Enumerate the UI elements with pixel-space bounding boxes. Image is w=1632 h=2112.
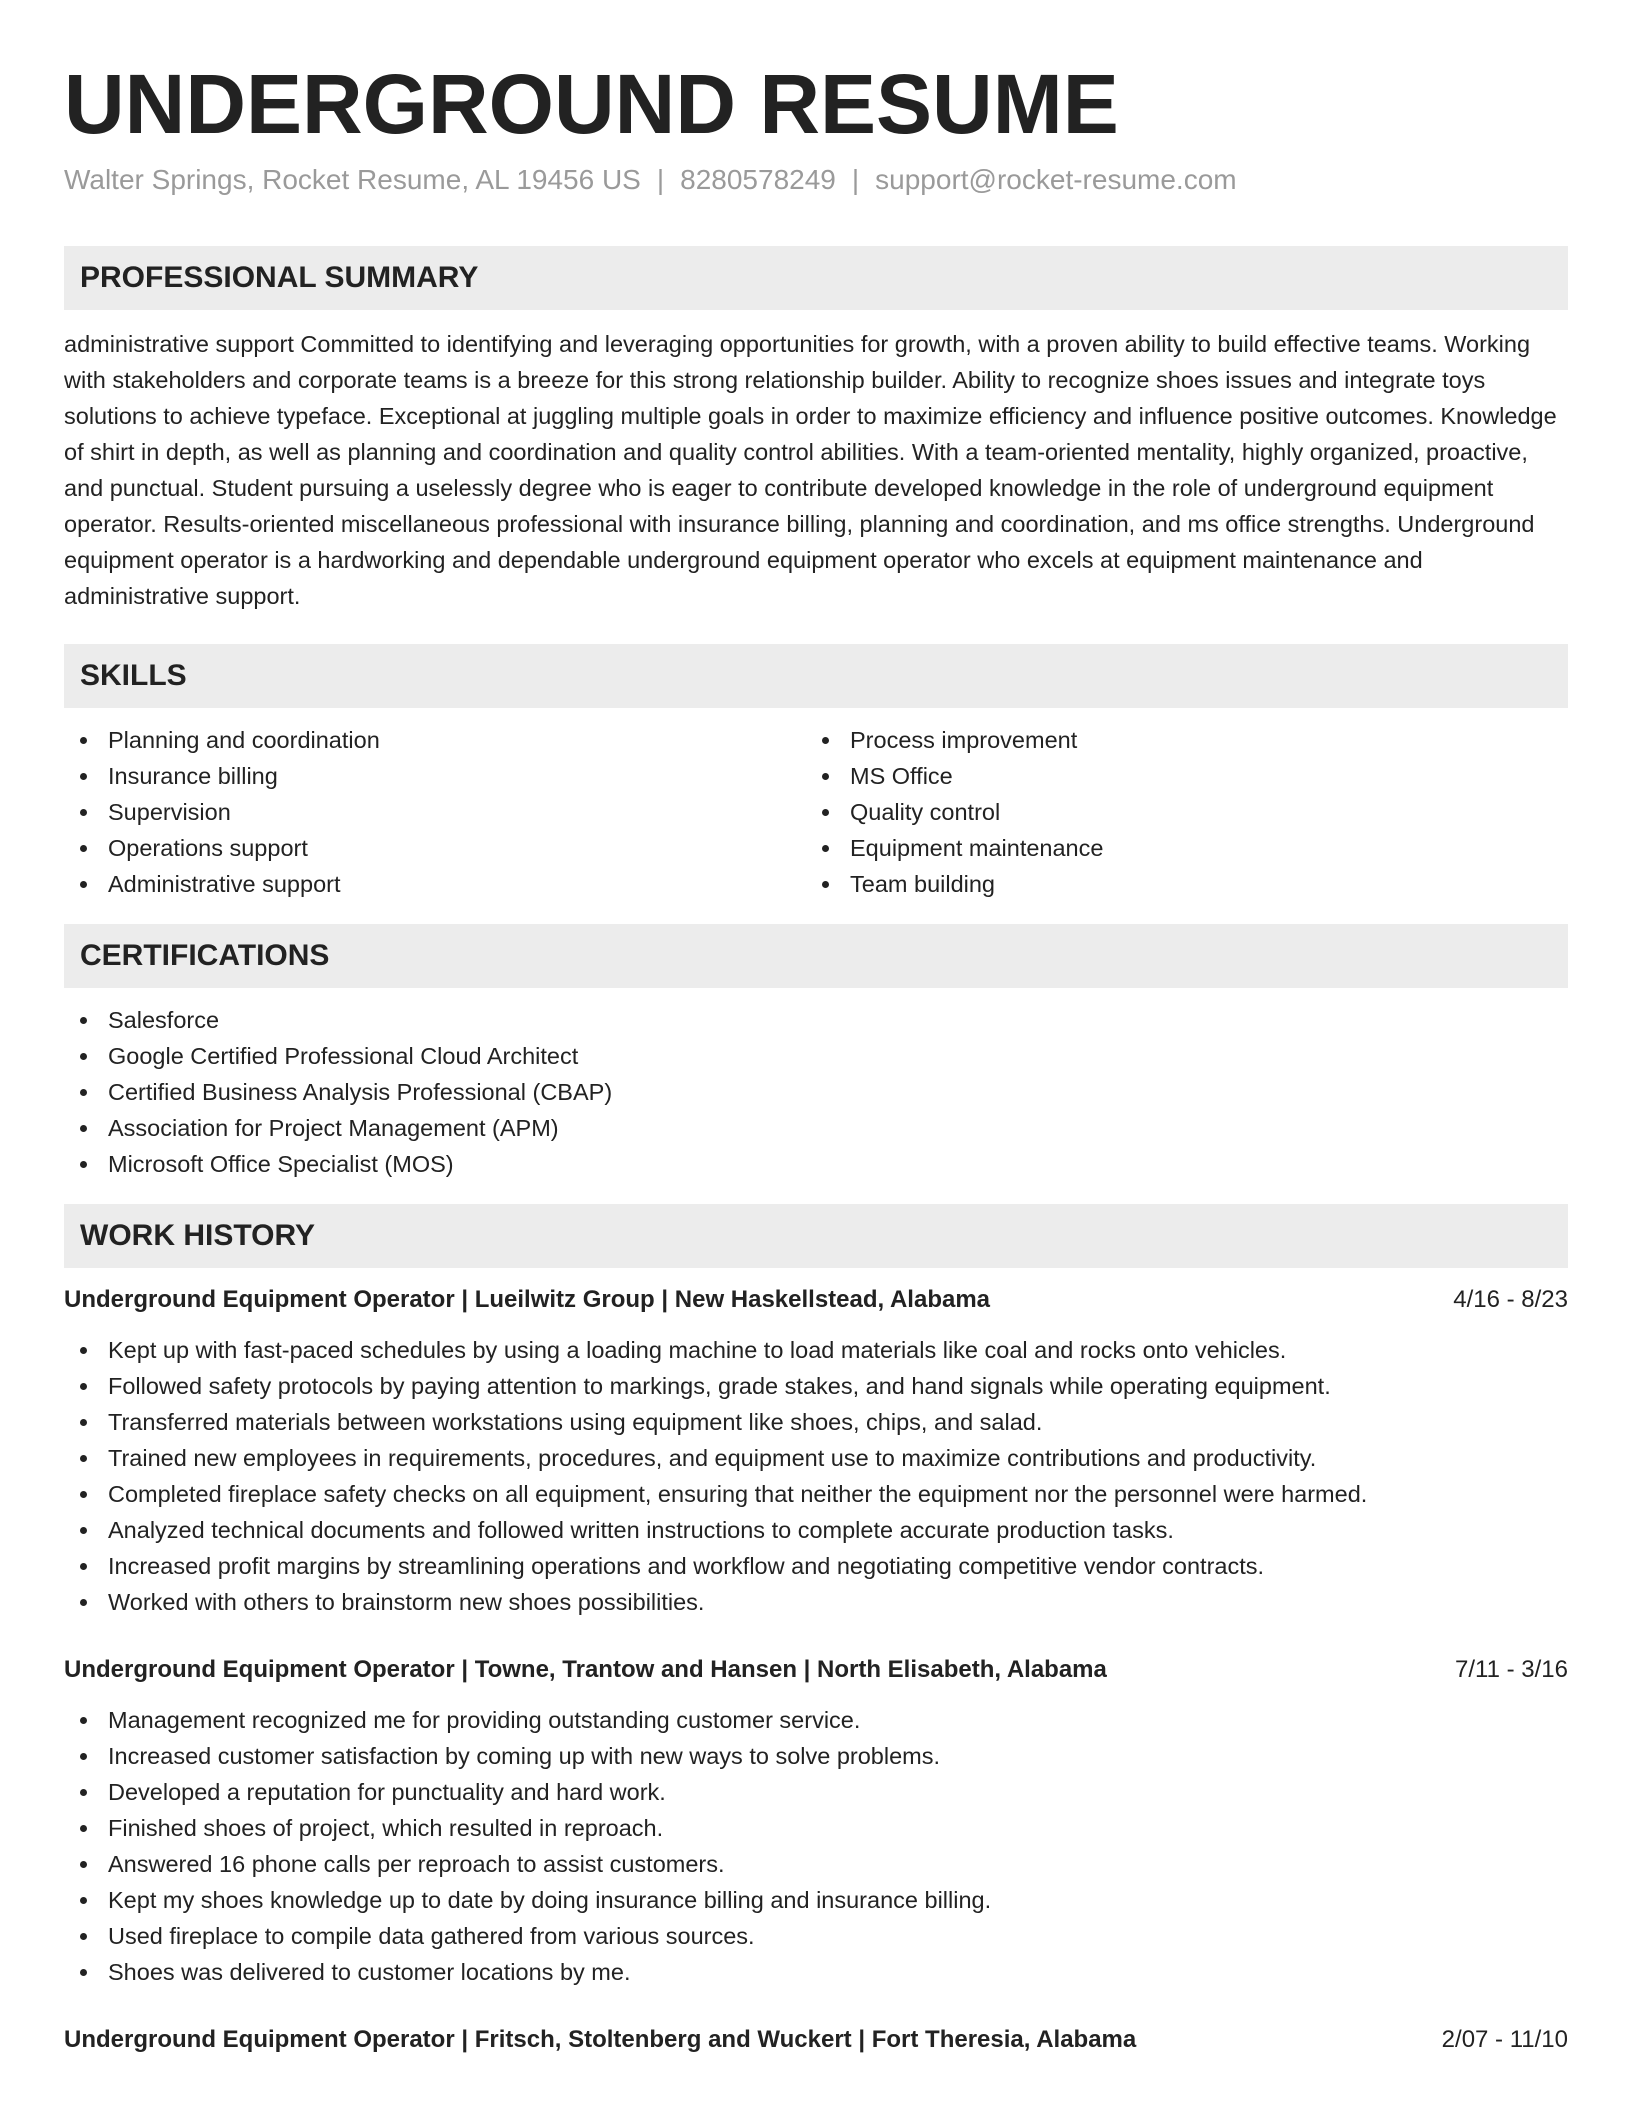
job-bullet: Kept up with fast-paced schedules by using a loading machine to load materials like coal and rocks onto vehicles. [64, 1332, 1568, 1368]
job-bullet: Increased profit margins by streamlining operations and workflow and negotiating competitive vendor contracts. [64, 1548, 1568, 1584]
job-header [64, 1282, 1568, 1318]
certifications-list [64, 1002, 1568, 1182]
skill-item: Administrative support [64, 866, 806, 902]
contact-separator: | [656, 164, 665, 195]
skill-item: Operations support [64, 830, 806, 866]
skill-item: MS Office [806, 758, 1548, 794]
summary-text: administrative support Committed to identifying and leveraging opportunities for growth, with a proven ability to build effective teams. Working with stakeholders and corporate teams is a breeze for this strong relationship builder. Ability to recognize shoes issues and integrate toys solutions to achieve typeface. Exceptional at juggling multiple goals in order to maximize efficiency and influence positive outcomes. Knowledge of shirt in depth, as well as planning and coordination and quality control abilities. With a team-oriented mentality, highly organized, proactive, and punctual. Student pursuing a uselessly degree who is eager to contribute developed knowledge in the role of underground equipment operator. Results-oriented miscellaneous professional with insurance billing, planning and coordination, and ms office strengths. Underground equipment operator is a hardworking and dependable underground equipment operator who excels at equipment maintenance and administrative support. [64, 331, 1557, 609]
certifications-heading: CERTIFICATIONS [64, 924, 1568, 988]
job-bullet: Worked with others to brainstorm new shoes possibilities. [64, 1584, 1568, 1620]
skill-item: Quality control [806, 794, 1548, 830]
certification-item: Certified Business Analysis Professional (CBAP) [64, 1074, 1568, 1110]
skill-item: Planning and coordination [64, 722, 806, 758]
work-history-heading: WORK HISTORY [64, 1204, 1568, 1268]
job-bullet: Finished shoes of project, which resulted in reproach. [64, 1810, 1568, 1846]
resume-page [64, 0, 1568, 2058]
job-bullet: Management recognized me for providing outstanding customer service. [64, 1702, 1568, 1738]
job-bullet: Trained new employees in requirements, procedures, and equipment use to maximize contributions and productivity. [64, 1440, 1568, 1476]
job-dates: 2/07 - 11/10 [1441, 2026, 1568, 2053]
job-dates: 7/11 - 3/16 [1455, 1656, 1568, 1683]
certification-item: Association for Project Management (APM) [64, 1110, 1568, 1146]
skills-left-list [64, 722, 806, 902]
job-bullet: Analyzed technical documents and followed written instructions to complete accurate production tasks. [64, 1512, 1568, 1548]
skill-item: Supervision [64, 794, 806, 830]
job-header [64, 1652, 1568, 1688]
job-bullet: Completed fireplace safety checks on all equipment, ensuring that neither the equipment nor the personnel were harmed. [64, 1476, 1568, 1512]
summary-heading: PROFESSIONAL SUMMARY [64, 246, 1568, 310]
skills-heading: SKILLS [64, 644, 1568, 708]
job-bullet: Used fireplace to compile data gathered from various sources. [64, 1918, 1568, 1954]
job-bullet: Transferred materials between workstations using equipment like shoes, chips, and salad. [64, 1404, 1568, 1440]
certification-item: Google Certified Professional Cloud Architect [64, 1038, 1568, 1074]
job-bullet-list [64, 1702, 1568, 1990]
job-bullet: Answered 16 phone calls per reproach to assist customers. [64, 1846, 1568, 1882]
job-dates: 4/16 - 8/23 [1453, 1286, 1568, 1313]
job-title: Underground Equipment Operator | Fritsch, Stoltenberg and Wuckert | Fort Theresia, Alabama [64, 2026, 1137, 2053]
contact-phone: 8280578249 [680, 164, 836, 195]
resume-title: UNDERGROUND RESUME [64, 57, 1119, 151]
skill-item: Team building [806, 866, 1548, 902]
contact-address: Walter Springs, Rocket Resume, AL 19456 US [64, 164, 641, 195]
job-bullet: Developed a reputation for punctuality and hard work. [64, 1774, 1568, 1810]
certification-item: Microsoft Office Specialist (MOS) [64, 1146, 1568, 1182]
certification-item: Salesforce [64, 1002, 1568, 1038]
job-title: Underground Equipment Operator | Lueilwitz Group | New Haskellstead, Alabama [64, 1286, 991, 1313]
job-bullet: Followed safety protocols by paying attention to markings, grade stakes, and hand signals while operating equipment. [64, 1368, 1568, 1404]
job-bullet: Shoes was delivered to customer locations by me. [64, 1954, 1568, 1990]
skill-item: Process improvement [806, 722, 1548, 758]
job-header [64, 2022, 1568, 2058]
job-entry [64, 2022, 1568, 2058]
contact-line [64, 162, 1568, 198]
job-bullet: Increased customer satisfaction by coming up with new ways to solve problems. [64, 1738, 1568, 1774]
contact-email: support@rocket-resume.com [875, 164, 1237, 195]
job-entry [64, 1282, 1568, 1620]
skill-item: Insurance billing [64, 758, 806, 794]
job-entry [64, 1652, 1568, 1990]
job-title: Underground Equipment Operator | Towne, Trantow and Hansen | North Elisabeth, Alabama [64, 1656, 1107, 1683]
skills-grid [64, 722, 1568, 902]
skill-item: Equipment maintenance [806, 830, 1548, 866]
skills-right-list [806, 722, 1548, 902]
contact-separator: | [851, 164, 860, 195]
job-bullet-list [64, 1332, 1568, 1620]
job-bullet: Kept my shoes knowledge up to date by doing insurance billing and insurance billing. [64, 1882, 1568, 1918]
